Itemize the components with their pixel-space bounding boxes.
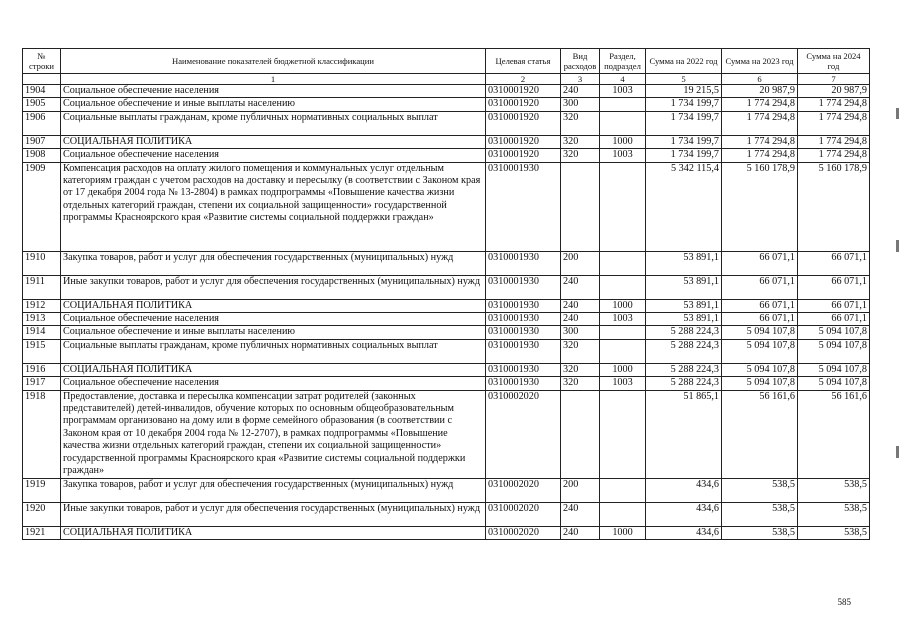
sum-2022-cell: 1 734 199,7 — [646, 111, 722, 135]
section-cell: 1000 — [600, 363, 646, 376]
row-number-cell: 1915 — [23, 339, 61, 363]
sum-2022-cell: 1 734 199,7 — [646, 135, 722, 148]
sum-2023-cell: 1 774 294,8 — [722, 111, 798, 135]
sum-2024-cell: 5 160 178,9 — [798, 162, 870, 251]
sum-2024-cell: 20 987,9 — [798, 85, 870, 98]
expense-type-cell: 240 — [561, 85, 600, 98]
table-row — [23, 98, 870, 111]
section-cell — [600, 111, 646, 135]
target-article-cell: 0310001930 — [486, 162, 561, 251]
table-row — [23, 339, 870, 363]
sum-2024-cell: 538,5 — [798, 502, 870, 526]
target-article-cell: 0310001920 — [486, 149, 561, 162]
section-cell — [600, 339, 646, 363]
table-row — [23, 135, 870, 148]
sum-2023-cell: 66 071,1 — [722, 275, 798, 299]
indicator-name-cell: СОЦИАЛЬНАЯ ПОЛИТИКА — [61, 135, 486, 148]
row-number-cell: 1914 — [23, 326, 61, 339]
target-article-cell: 0310001930 — [486, 313, 561, 326]
header-section: Раздел, подраздел — [600, 49, 646, 74]
sum-2022-cell: 5 288 224,3 — [646, 363, 722, 376]
sum-2023-cell: 538,5 — [722, 478, 798, 502]
expense-type-cell: 240 — [561, 526, 600, 539]
target-article-cell: 0310001930 — [486, 299, 561, 312]
indicator-name-cell: СОЦИАЛЬНАЯ ПОЛИТИКА — [61, 299, 486, 312]
sum-2022-cell: 434,6 — [646, 478, 722, 502]
row-number-cell: 1910 — [23, 251, 61, 275]
section-cell: 1000 — [600, 299, 646, 312]
section-cell: 1003 — [600, 149, 646, 162]
sum-2022-cell: 53 891,1 — [646, 299, 722, 312]
target-article-cell: 0310001920 — [486, 98, 561, 111]
scan-margin-mark — [896, 108, 899, 119]
row-number-cell: 1913 — [23, 313, 61, 326]
target-article-cell: 0310001920 — [486, 111, 561, 135]
column-number: 5 — [646, 74, 722, 85]
target-article-cell: 0310002020 — [486, 526, 561, 539]
section-cell — [600, 478, 646, 502]
target-article-cell: 0310002020 — [486, 478, 561, 502]
indicator-name-cell: Социальные выплаты гражданам, кроме публичных нормативных социальных выплат — [61, 339, 486, 363]
table-row — [23, 363, 870, 376]
expense-type-cell — [561, 162, 600, 251]
sum-2024-cell: 1 774 294,8 — [798, 149, 870, 162]
scan-margin-mark — [896, 240, 899, 252]
row-number-cell: 1911 — [23, 275, 61, 299]
expense-type-cell: 320 — [561, 363, 600, 376]
sum-2022-cell: 19 215,5 — [646, 85, 722, 98]
sum-2022-cell: 1 734 199,7 — [646, 98, 722, 111]
indicator-name-cell: Социальное обеспечение и иные выплаты населению — [61, 326, 486, 339]
expense-type-cell: 240 — [561, 502, 600, 526]
target-article-cell: 0310002020 — [486, 390, 561, 478]
section-cell: 1000 — [600, 135, 646, 148]
target-article-cell: 0310001920 — [486, 135, 561, 148]
sum-2022-cell: 434,6 — [646, 502, 722, 526]
section-cell — [600, 390, 646, 478]
sum-2024-cell: 1 774 294,8 — [798, 135, 870, 148]
section-cell: 1000 — [600, 526, 646, 539]
column-number — [23, 74, 61, 85]
header-sum-2022: Сумма на 2022 год — [646, 49, 722, 74]
target-article-cell: 0310001930 — [486, 275, 561, 299]
row-number-cell: 1907 — [23, 135, 61, 148]
indicator-name-cell: Иные закупки товаров, работ и услуг для обеспечения государственных (муниципальных) нужд — [61, 275, 486, 299]
table-row — [23, 162, 870, 251]
expense-type-cell: 240 — [561, 299, 600, 312]
sum-2024-cell: 5 094 107,8 — [798, 326, 870, 339]
sum-2024-cell: 56 161,6 — [798, 390, 870, 478]
sum-2023-cell: 538,5 — [722, 526, 798, 539]
expense-type-cell: 320 — [561, 111, 600, 135]
sum-2023-cell: 66 071,1 — [722, 313, 798, 326]
sum-2024-cell: 1 774 294,8 — [798, 111, 870, 135]
sum-2024-cell: 66 071,1 — [798, 313, 870, 326]
sum-2024-cell: 5 094 107,8 — [798, 339, 870, 363]
sum-2023-cell: 66 071,1 — [722, 299, 798, 312]
expense-type-cell: 320 — [561, 135, 600, 148]
target-article-cell: 0310001930 — [486, 251, 561, 275]
sum-2023-cell: 5 094 107,8 — [722, 363, 798, 376]
row-number-cell: 1912 — [23, 299, 61, 312]
column-number: 2 — [486, 74, 561, 85]
header-name: Наименование показателей бюджетной классификации — [61, 49, 486, 74]
indicator-name-cell: Социальное обеспечение и иные выплаты населению — [61, 98, 486, 111]
sum-2023-cell: 1 774 294,8 — [722, 135, 798, 148]
section-cell: 1003 — [600, 85, 646, 98]
sum-2023-cell: 538,5 — [722, 502, 798, 526]
sum-2024-cell: 5 094 107,8 — [798, 363, 870, 376]
indicator-name-cell: Социальное обеспечение населения — [61, 149, 486, 162]
row-number-cell: 1916 — [23, 363, 61, 376]
row-number-cell: 1908 — [23, 149, 61, 162]
sum-2023-cell: 20 987,9 — [722, 85, 798, 98]
expense-type-cell — [561, 390, 600, 478]
target-article-cell: 0310001930 — [486, 363, 561, 376]
sum-2022-cell: 53 891,1 — [646, 313, 722, 326]
sum-2022-cell: 53 891,1 — [646, 275, 722, 299]
header-row-no: № строки — [23, 49, 61, 74]
target-article-cell: 0310001920 — [486, 85, 561, 98]
indicator-name-cell: Предоставление, доставка и пересылка компенсации затрат родителей (законных представителей) детей-инвалидов, обучение которых по основным общеобразовательным программам организовано на дому или в форме семейного образования (в соответствии с Законом края от 10 декабря 2004 года № 12-2707), в рамках подпрограммы «Повышение качества жизни отдельных категорий граждан, степени их социальной защищенности» государственной программы Красноярского края «Развитие системы социальной поддержки граждан» — [61, 390, 486, 478]
row-number-cell: 1906 — [23, 111, 61, 135]
row-number-cell: 1904 — [23, 85, 61, 98]
section-cell — [600, 275, 646, 299]
column-number: 4 — [600, 74, 646, 85]
section-cell — [600, 162, 646, 251]
table-row — [23, 326, 870, 339]
column-number: 3 — [561, 74, 600, 85]
sum-2022-cell: 51 865,1 — [646, 390, 722, 478]
sum-2022-cell: 5 288 224,3 — [646, 339, 722, 363]
section-cell — [600, 502, 646, 526]
sum-2023-cell: 66 071,1 — [722, 251, 798, 275]
sum-2023-cell: 5 094 107,8 — [722, 326, 798, 339]
scan-margin-mark — [896, 446, 899, 458]
sum-2024-cell: 66 071,1 — [798, 251, 870, 275]
indicator-name-cell: Социальное обеспечение населения — [61, 85, 486, 98]
sum-2022-cell: 53 891,1 — [646, 251, 722, 275]
expense-type-cell: 200 — [561, 251, 600, 275]
sum-2022-cell: 1 734 199,7 — [646, 149, 722, 162]
sum-2023-cell: 5 094 107,8 — [722, 339, 798, 363]
column-number: 6 — [722, 74, 798, 85]
table-row — [23, 111, 870, 135]
sum-2023-cell: 1 774 294,8 — [722, 149, 798, 162]
table-row — [23, 85, 870, 98]
sum-2024-cell: 66 071,1 — [798, 275, 870, 299]
row-number-cell: 1909 — [23, 162, 61, 251]
table-row — [23, 377, 870, 390]
column-number: 7 — [798, 74, 870, 85]
sum-2024-cell: 1 774 294,8 — [798, 98, 870, 111]
table-row — [23, 390, 870, 478]
header-sum-2023: Сумма на 2023 год — [722, 49, 798, 74]
indicator-name-cell: Иные закупки товаров, работ и услуг для обеспечения государственных (муниципальных) нужд — [61, 502, 486, 526]
indicator-name-cell: Закупка товаров, работ и услуг для обеспечения государственных (муниципальных) нужд — [61, 251, 486, 275]
indicator-name-cell: СОЦИАЛЬНАЯ ПОЛИТИКА — [61, 526, 486, 539]
sum-2023-cell: 56 161,6 — [722, 390, 798, 478]
table-row — [23, 313, 870, 326]
target-article-cell: 0310001930 — [486, 377, 561, 390]
expense-type-cell: 320 — [561, 377, 600, 390]
section-cell — [600, 326, 646, 339]
sum-2022-cell: 5 342 115,4 — [646, 162, 722, 251]
indicator-name-cell: СОЦИАЛЬНАЯ ПОЛИТИКА — [61, 363, 486, 376]
target-article-cell: 0310002020 — [486, 502, 561, 526]
table-row — [23, 251, 870, 275]
expense-type-cell: 320 — [561, 339, 600, 363]
table-header — [23, 49, 870, 74]
header-expense-type: Вид расходов — [561, 49, 600, 74]
indicator-name-cell: Социальные выплаты гражданам, кроме публичных нормативных социальных выплат — [61, 111, 486, 135]
target-article-cell: 0310001930 — [486, 339, 561, 363]
indicator-name-cell: Закупка товаров, работ и услуг для обеспечения государственных (муниципальных) нужд — [61, 478, 486, 502]
expense-type-cell: 320 — [561, 149, 600, 162]
expense-type-cell: 300 — [561, 98, 600, 111]
column-number-row — [23, 74, 870, 85]
section-cell: 1003 — [600, 377, 646, 390]
row-number-cell: 1921 — [23, 526, 61, 539]
table-row — [23, 526, 870, 539]
row-number-cell: 1917 — [23, 377, 61, 390]
table-row — [23, 275, 870, 299]
expense-type-cell: 240 — [561, 313, 600, 326]
table-row — [23, 502, 870, 526]
sum-2024-cell: 66 071,1 — [798, 299, 870, 312]
indicator-name-cell: Компенсация расходов на оплату жилого помещения и коммунальных услуг отдельным категориям граждан с учетом расходов на доставку и пересылку (в соответствии с Законом края от 17 декабря 2004 года № 13-2804) в рамках подпрограммы «Повышение качества жизни отдельных категорий граждан, степени их социальной защищенности» государственной программы Красноярского края «Развитие системы социальной поддержки граждан» — [61, 162, 486, 251]
sum-2024-cell: 538,5 — [798, 478, 870, 502]
sum-2023-cell: 5 160 178,9 — [722, 162, 798, 251]
table-row — [23, 149, 870, 162]
sum-2024-cell: 5 094 107,8 — [798, 377, 870, 390]
header-sum-2024: Сумма на 2024 год — [798, 49, 870, 74]
section-cell — [600, 98, 646, 111]
column-number: 1 — [61, 74, 486, 85]
expense-type-cell: 300 — [561, 326, 600, 339]
row-number-cell: 1919 — [23, 478, 61, 502]
sum-2022-cell: 434,6 — [646, 526, 722, 539]
page-number: 585 — [837, 597, 851, 607]
sum-2024-cell: 538,5 — [798, 526, 870, 539]
sum-2023-cell: 5 094 107,8 — [722, 377, 798, 390]
indicator-name-cell: Социальное обеспечение населения — [61, 377, 486, 390]
section-cell — [600, 251, 646, 275]
sum-2022-cell: 5 288 224,3 — [646, 377, 722, 390]
sum-2022-cell: 5 288 224,3 — [646, 326, 722, 339]
section-cell: 1003 — [600, 313, 646, 326]
expense-type-cell: 240 — [561, 275, 600, 299]
row-number-cell: 1920 — [23, 502, 61, 526]
row-number-cell: 1905 — [23, 98, 61, 111]
budget-table — [22, 48, 870, 540]
indicator-name-cell: Социальное обеспечение населения — [61, 313, 486, 326]
target-article-cell: 0310001930 — [486, 326, 561, 339]
header-target: Целевая статья — [486, 49, 561, 74]
sum-2023-cell: 1 774 294,8 — [722, 98, 798, 111]
table-body — [23, 74, 870, 540]
table-row — [23, 299, 870, 312]
table-row — [23, 478, 870, 502]
expense-type-cell: 200 — [561, 478, 600, 502]
row-number-cell: 1918 — [23, 390, 61, 478]
